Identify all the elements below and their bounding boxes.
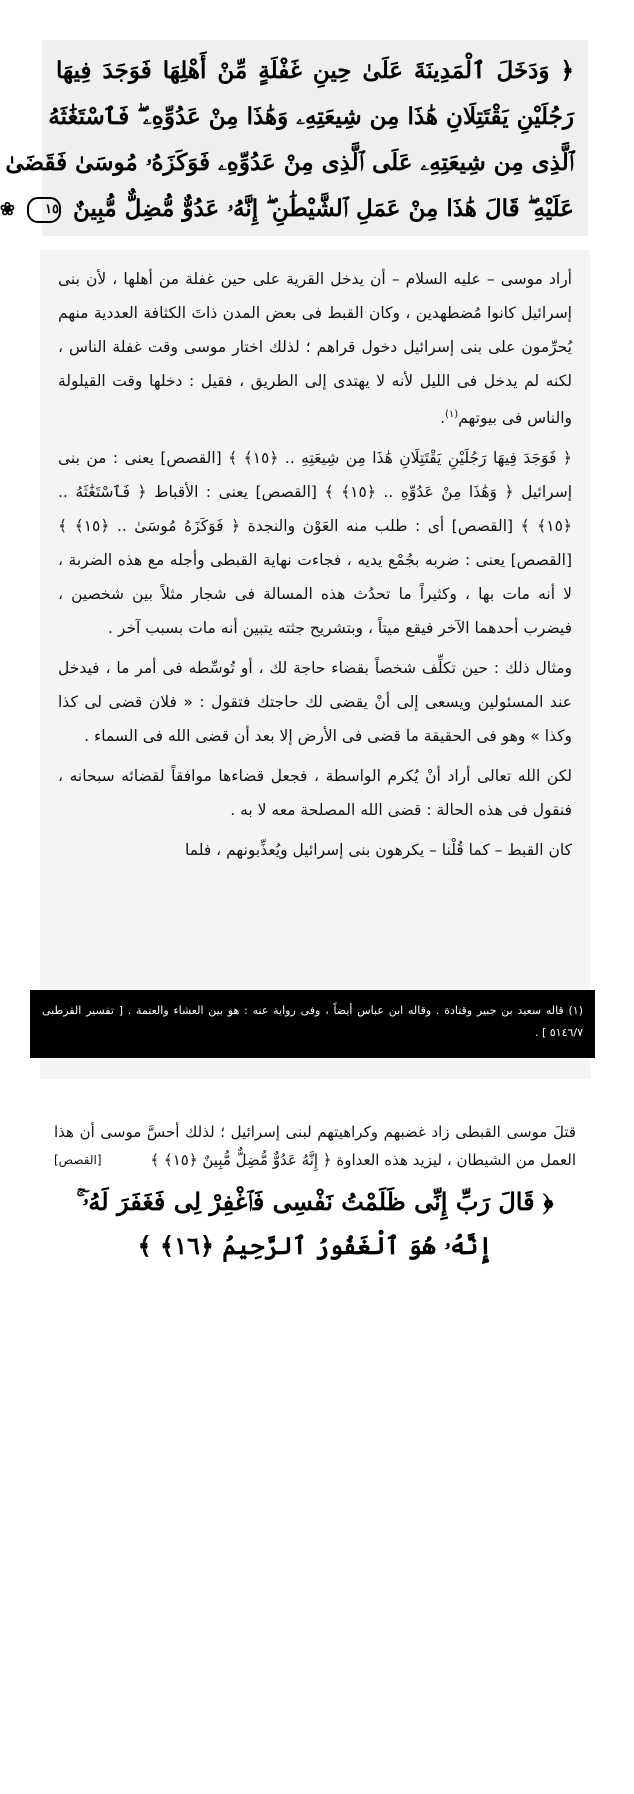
- verse-line-2: رَجُلَيْنِ يَقْتَتِلَانِ هَٰذَا مِن شِيعَتِهِۦ وَهَٰذَا مِنْ عَدُوِّهِۦ ۖ فَٱسْتَغَٰثَهُ: [48, 103, 574, 130]
- paragraph-1-text: أراد موسى – عليه السلام – أن يدخل القرية على حين غفلة من أهلها ، لأن بنى إسرائيل كانوا مُضطهدين ، وكان القبط فى بعض المدن ذاتَ الكثافة العددية منهم يُحرِّمون على بنى إسرائيل دخول قراهم ؛ لذلك اختار موسى وقت غفلة الناس ، لكنه لم يدخل فى الليل لأنه لا يهتدى إلى الطريق ، فقيل : دخلها وقت القيلولة والناس فى بيوتهم: [58, 270, 572, 428]
- ayah-number-badge: ١٥: [27, 197, 61, 223]
- commentary-paragraph-4: لكن الله تعالى أراد أنْ يُكرم الواسطة ، فجعل قضاءها موافقاً لقضائه سبحانه ، فنقول فى هذه الحالة : قضى الله المصلحة معه لا به .: [58, 767, 572, 820]
- verse-line-4-text: عَلَيْهِ ۖ قَالَ هَٰذَا مِنْ عَمَلِ ٱلشَّيْطَٰنِ ۖ إِنَّهُۥ عَدُوٌّ مُّضِلٌّ مُّبِينٌ: [72, 195, 574, 222]
- verse-line-3: ٱلَّذِى مِن شِيعَتِهِۦ عَلَى ٱلَّذِى مِنْ عَدُوِّهِۦ فَوَكَزَهُۥ مُوسَىٰ فَقَضَىٰ: [5, 149, 574, 176]
- page2-paragraph-text: قتلَ موسى القبطى زاد غضبهم وكراهيتهم لبنى إسرائيل ؛ لذلك أحسَّ موسى أن هذا العمل من الشيطان ، ليزيد هذه العداوة ﴿ إِنَّهُ عَدُوٌّ مُّضِلٌّ مُّبِينٌ ﴿١٥﴾ ﴾: [54, 1123, 576, 1169]
- commentary-paragraph-3: ومثال ذلك : حين تكلِّف شخصاً بقضاء حاجة لك ، أو تُوسِّطه فى أمر ما ، فيدخل عند المسئولين ويسعى إلى أنْ يقضى لك حاجتك فتقول : « فلان قضى لى كذا وكذا » وهو فى الحقيقة ما قضى فى الأرض إلا بعد أن قضى الله فى السماء .: [58, 659, 572, 746]
- verse-line-4: [0, 186, 574, 232]
- surah-reference: [القصص]: [54, 1153, 102, 1167]
- commentary-paragraph-1: أراد موسى – عليه السلام – أن يدخل القرية على حين غفلة من أهلها ، لأن بنى إسرائيل كانوا مُضطهدين ، وكان القبط فى بعض المدن ذاتَ الكثافة العددية منهم يُحرِّمون على بنى إسرائيل دخول قراهم ؛ لذلك اختار موسى وقت غفلة الناس ، لكنه لم يدخل فى الليل لأنه لا يهتدى إلى الطريق ، فقيل : دخلها وقت القيلولة والناس فى بيوتهم$^{(١)}$.: [58, 270, 572, 428]
- page2-verse-line-2: إِنَّهُۥ هُوَ ٱلْغَفُورُ ٱلرَّحِيمُ ﴿١٦﴾ ﴾: [137, 1231, 493, 1260]
- commentary-paragraph-2: ﴿ فَوَجَدَ فِيهَا رَجُلَيْنِ يَقْتَتِلَانِ هَٰذَا مِن شِيعَتِهِ .. ﴿١٥﴾ ﴾ [القصص] يعنى : من بنى إسرائيل ﴿ وَهَٰذَا مِنْ عَدُوِّهِ .. ﴿١٥﴾ ﴾ [القصص] يعنى : الأقباط ﴿ فَٱسْتَغَٰثَهُ .. ﴿١٥﴾ ﴾ [القصص] أى : طلب منه العَوْن والنجدة ﴿ فَوَكَزَهُ مُوسَىٰ .. ﴿١٥﴾ ﴾ [القصص] يعنى : ضربه بجُمْع يديه ، فجاءت نهاية القبطى وأجله مع هذه الضربة ، لا أنه مات بها ، وكثيراً ما تحدُث هذه المسالة فى شجار مثلاً بين شخصين ، فيضرب أحدهما الآخر فيقع ميتاً ، وبتشريح جثته يتبين أنه مات بسبب آخر .: [58, 449, 573, 638]
- page2-verse-line-1: ﴿ قَالَ رَبِّ إِنِّى ظَلَمْتُ نَفْسِى فَٱغْفِرْ لِى فَغَفَرَ لَهُۥٓ ۚ: [76, 1187, 554, 1216]
- commentary-section: [40, 250, 590, 1079]
- verse-line-1: ﴿ وَدَخَلَ ٱلْمَدِينَةَ عَلَىٰ حِينِ غَفْلَةٍ مِّنْ أَهْلِهَا فَوَجَدَ فِيهَا: [56, 57, 574, 84]
- page2-paragraph: [54, 1118, 576, 1174]
- footnote: (١) قاله سعيد بن جبير وقتادة . وقاله ابن عباس أيضاً ، وفى رواية عنه : هو بين العشاء والعتمة . [ تفسير القرطبى ٥١٤٦/٧ ] .: [30, 990, 595, 1058]
- second-page-section: [40, 1118, 590, 1318]
- verse-end-ornament-icon: ❀: [0, 199, 15, 220]
- commentary-paragraph-5: كان القبط – كما قُلْنا – يكرهون بنى إسرائيل ويُعذِّبونهم ، فلما: [185, 841, 572, 860]
- quran-verse-block: [0, 40, 588, 236]
- footnote-marker: (١): [445, 409, 459, 420]
